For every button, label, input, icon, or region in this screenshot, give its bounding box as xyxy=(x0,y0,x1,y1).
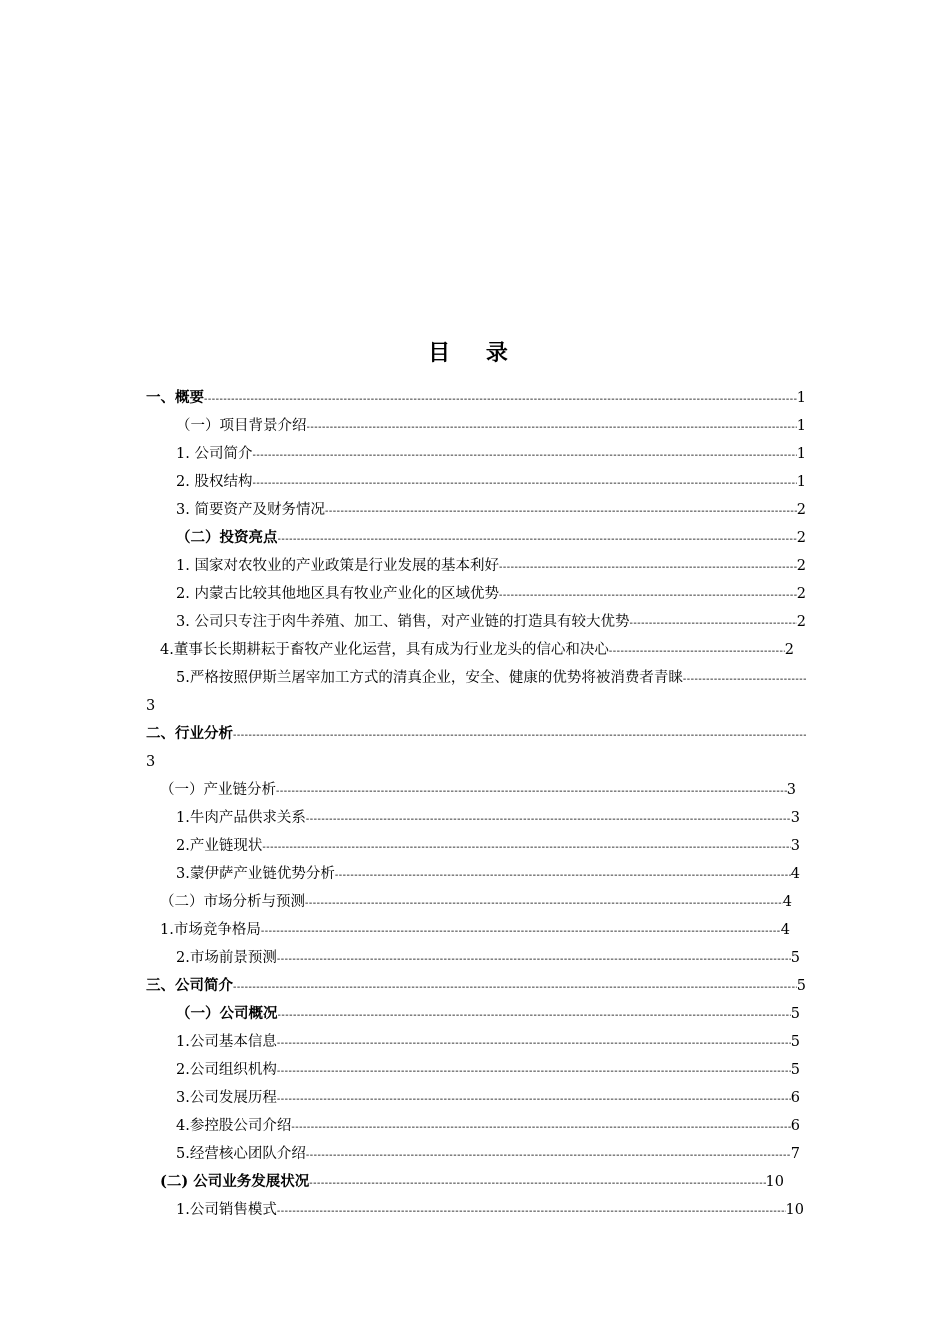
toc-leader xyxy=(277,1058,791,1086)
toc-entry[interactable] xyxy=(176,664,806,692)
toc-leader xyxy=(291,1114,790,1142)
toc-entry-page: 3 xyxy=(790,838,800,854)
toc-entry-text: (二) 公司业务发展状况 xyxy=(160,1173,310,1190)
toc-entry[interactable] xyxy=(160,916,790,944)
toc-entry-page: 1 xyxy=(796,446,806,462)
toc-entry-text: 5.严格按照伊斯兰屠宰加工方式的清真企业，安全、健康的优势将被消费者青睐 xyxy=(176,670,683,686)
toc-entry-text: （二）投资亮点 xyxy=(176,529,278,546)
toc-leader xyxy=(277,1030,791,1058)
toc-leader xyxy=(277,1198,786,1226)
toc-entry-page: 2 xyxy=(784,642,794,658)
toc-entry-text: 4.董事长长期耕耘于畜牧产业化运营，具有成为行业龙头的信心和决心 xyxy=(160,642,609,658)
toc-entry[interactable] xyxy=(176,1196,804,1224)
toc-entry-page: 1 xyxy=(796,418,806,434)
toc-entry-text: 1. 公司简介 xyxy=(176,446,253,462)
toc-entry-page: 3 xyxy=(146,754,156,770)
toc-entry-page: 2 xyxy=(796,558,806,574)
toc-entry-page: 2 xyxy=(796,502,806,518)
toc-entry[interactable] xyxy=(176,804,800,832)
toc-entry-page: 1 xyxy=(796,474,806,490)
toc-entry-text: 1.市场竞争格局 xyxy=(160,922,261,938)
toc-entry[interactable] xyxy=(176,496,806,524)
toc-entry-text: （二）市场分析与预测 xyxy=(160,894,305,910)
toc-entry-text: 2. 股权结构 xyxy=(176,474,253,490)
toc-leader xyxy=(261,918,781,946)
toc-entry-page: 5 xyxy=(790,950,800,966)
toc-entry[interactable] xyxy=(146,972,806,1000)
toc-leader xyxy=(306,806,791,834)
toc-entry[interactable] xyxy=(160,888,792,916)
toc-entry-text: （一）公司概况 xyxy=(176,1005,278,1022)
toc-entry-text: 一、概要 xyxy=(146,389,204,406)
toc-entry-page: 2 xyxy=(796,586,806,602)
toc-entry-text: 1.公司销售模式 xyxy=(176,1202,277,1218)
toc-entry-text: 2.市场前景预测 xyxy=(176,950,277,966)
toc-leader xyxy=(305,890,783,918)
toc-entry[interactable] xyxy=(160,1168,784,1196)
toc-leader xyxy=(683,666,806,694)
toc-entry[interactable] xyxy=(146,720,806,748)
toc-entry[interactable] xyxy=(176,468,806,496)
toc-leader xyxy=(278,526,797,554)
toc-entry-page: 10 xyxy=(785,1202,804,1218)
toc-entry-page: 6 xyxy=(790,1090,800,1106)
toc-leader xyxy=(629,610,796,638)
toc-entry[interactable] xyxy=(160,776,796,804)
toc-entry-text: 3.公司发展历程 xyxy=(176,1090,277,1106)
toc-entry-page: 2 xyxy=(796,530,806,546)
toc-leader xyxy=(276,778,787,806)
toc-leader xyxy=(252,442,796,470)
toc-entry[interactable] xyxy=(176,1112,800,1140)
toc-entry-text: 1. 国家对农牧业的产业政策是行业发展的基本利好 xyxy=(176,558,499,574)
toc-entry-page: 7 xyxy=(790,1146,800,1162)
toc-entry[interactable] xyxy=(176,1028,800,1056)
toc-entry-page: 1 xyxy=(796,390,806,406)
toc-entry-text: 1.牛肉产品供求关系 xyxy=(176,810,306,826)
toc-entry[interactable] xyxy=(176,1084,800,1112)
toc-leader xyxy=(204,386,797,414)
toc-entry[interactable] xyxy=(176,580,806,608)
toc-entry[interactable] xyxy=(176,524,806,552)
toc-entry-page: 2 xyxy=(796,614,806,630)
toc-entry-text: （一）项目背景介绍 xyxy=(176,418,307,434)
toc-leader xyxy=(609,638,785,666)
toc-leader xyxy=(499,582,797,610)
toc-entry-page: 6 xyxy=(790,1118,800,1134)
toc-entry-page: 3 xyxy=(146,698,156,714)
toc-entry-text: （一）产业链分析 xyxy=(160,782,276,798)
toc-entry-page: 5 xyxy=(790,1034,800,1050)
toc-leader xyxy=(233,974,797,1002)
toc-leader xyxy=(277,1086,791,1114)
toc-entry-text: 3.蒙伊萨产业链优势分析 xyxy=(176,866,335,882)
toc-leader xyxy=(309,1170,765,1198)
toc-entry-text: 2. 内蒙古比较其他地区具有牧业产业化的区域优势 xyxy=(176,586,499,602)
toc-leader xyxy=(252,470,796,498)
toc-entry-page: 10 xyxy=(765,1174,784,1190)
toc-entry[interactable] xyxy=(160,636,794,664)
toc-leader xyxy=(306,1142,791,1170)
toc-entry-page: 4 xyxy=(782,894,792,910)
toc-leader xyxy=(307,414,797,442)
toc-entry-page: 5 xyxy=(796,978,806,994)
toc-entry[interactable] xyxy=(176,552,806,580)
toc-entry-text: 5.经营核心团队介绍 xyxy=(176,1146,306,1162)
toc-entry[interactable] xyxy=(176,412,806,440)
toc-leader xyxy=(335,862,791,890)
toc-entry[interactable] xyxy=(176,860,800,888)
toc-entry-text: 二、行业分析 xyxy=(146,725,233,742)
toc-leader xyxy=(325,498,797,526)
toc-entry-page: 3 xyxy=(790,810,800,826)
toc-entry-text: 1.公司基本信息 xyxy=(176,1034,277,1050)
toc-entry-page: 5 xyxy=(790,1062,800,1078)
toc-leader xyxy=(262,834,790,862)
toc-entry[interactable] xyxy=(176,1140,800,1168)
toc-leader xyxy=(278,1002,791,1030)
toc-leader xyxy=(277,946,791,974)
toc-leader xyxy=(499,554,797,582)
toc-entry-text: 2.公司组织机构 xyxy=(176,1062,277,1078)
toc-entry-page: 4 xyxy=(790,866,800,882)
toc-entry-text: 4.参控股公司介绍 xyxy=(176,1118,292,1134)
toc-entry[interactable] xyxy=(146,384,806,412)
page-title: 目 录 xyxy=(428,340,522,366)
toc-entry-page: 5 xyxy=(790,1006,800,1022)
toc-entry[interactable] xyxy=(176,832,800,860)
toc-entry-text: 三、公司简介 xyxy=(146,977,233,994)
toc-entry[interactable] xyxy=(176,1056,800,1084)
toc-entry[interactable] xyxy=(176,440,806,468)
toc-entry-page: 4 xyxy=(780,922,790,938)
toc-entry-text: 3. 公司只专注于肉牛养殖、加工、销售，对产业链的打造具有较大优势 xyxy=(176,614,630,630)
toc-entry[interactable] xyxy=(176,1000,800,1028)
toc-entry[interactable] xyxy=(176,944,800,972)
toc-entry-text: 3. 简要资产及财务情况 xyxy=(176,502,325,518)
toc-leader xyxy=(233,722,806,750)
toc-entry[interactable] xyxy=(176,608,806,636)
toc-entry-page: 3 xyxy=(786,782,796,798)
toc-entry-text: 2.产业链现状 xyxy=(176,838,263,854)
